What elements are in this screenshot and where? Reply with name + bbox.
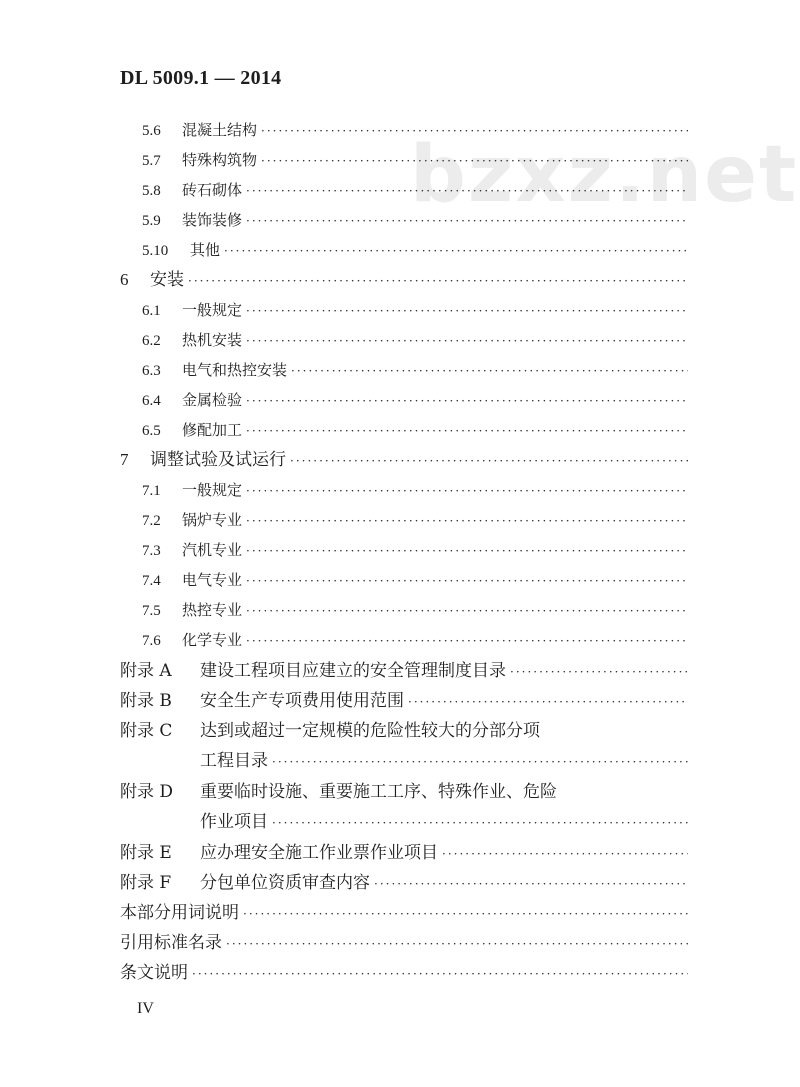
dot-leader — [246, 209, 688, 233]
toc-entry-title: 特殊构筑物 — [182, 151, 258, 169]
toc-entry-number: 6.1 — [142, 303, 161, 319]
watermark: bzxz.net — [410, 130, 799, 220]
toc-entry-references[interactable] — [120, 931, 688, 955]
dot-leader — [192, 962, 688, 986]
standard-code-header: DL 5009.1 — 2014 — [120, 67, 282, 89]
dot-leader — [246, 629, 688, 653]
toc-entry-5-7[interactable] — [142, 148, 688, 172]
toc-entry-5-6[interactable] — [142, 118, 688, 142]
dot-leader — [246, 179, 688, 203]
toc-entry-7-4[interactable] — [142, 568, 688, 592]
dot-leader — [246, 329, 688, 353]
toc-entry-title: 电气和热控安装 — [182, 361, 288, 379]
toc-entry-terms[interactable] — [120, 901, 688, 925]
toc-entry-6-4[interactable] — [142, 388, 688, 412]
toc-entry-number: 5.10 — [142, 243, 169, 259]
dot-leader — [246, 539, 688, 563]
toc-entry-number: 7.3 — [142, 543, 161, 559]
toc-entry-7-3[interactable] — [142, 538, 688, 562]
toc-entry-number: 附录 C — [120, 721, 173, 741]
toc-entry-5-9[interactable] — [142, 208, 688, 232]
dot-leader — [510, 660, 688, 684]
toc-entry-title: 本部分用词说明 — [120, 903, 239, 923]
toc-entry-title: 锅炉专业 — [182, 511, 243, 529]
dot-leader — [246, 479, 688, 503]
toc-entry-title: 一般规定 — [182, 301, 243, 319]
dot-leader — [374, 872, 688, 896]
toc-entry-6[interactable] — [120, 268, 688, 292]
toc-entry-number: 7.1 — [142, 483, 161, 499]
toc-entry-appendix-f[interactable] — [120, 871, 688, 895]
dot-leader — [246, 419, 688, 443]
toc-entry-title: 一般规定 — [182, 481, 243, 499]
toc-entry-appendix-d-continued[interactable] — [200, 810, 688, 834]
toc-entry-appendix-b[interactable] — [120, 689, 688, 713]
toc-entry-number: 附录 A — [120, 661, 172, 681]
toc-entry-title-continued: 作业项目 — [200, 812, 268, 832]
toc-entry-title: 其他 — [190, 241, 221, 259]
toc-entry-title: 热控专业 — [182, 601, 243, 619]
toc-entry-number: 6.5 — [142, 423, 161, 439]
dot-leader — [272, 750, 688, 774]
dot-leader — [272, 811, 688, 835]
page-number: IV — [137, 1000, 154, 1017]
toc-entry-title: 安全生产专项费用使用范围 — [200, 691, 404, 711]
toc-entry-title: 调整试验及试运行 — [150, 450, 286, 470]
dot-leader — [188, 269, 688, 293]
toc-entry-title: 化学专业 — [182, 631, 243, 649]
toc-entry-title: 建设工程项目应建立的安全管理制度目录 — [200, 661, 506, 681]
toc-entry-number: 7.2 — [142, 513, 161, 529]
toc-entry-6-1[interactable] — [142, 298, 688, 322]
toc-entry-7-1[interactable] — [142, 478, 688, 502]
toc-entry-title: 安装 — [150, 270, 184, 290]
toc-entry-number: 7.4 — [142, 573, 161, 589]
toc-entry-explanation[interactable] — [120, 961, 688, 985]
dot-leader — [246, 299, 688, 323]
toc-entry-7[interactable] — [120, 448, 688, 472]
toc-entry-appendix-c-continued[interactable] — [200, 749, 688, 773]
toc-entry-title: 条文说明 — [120, 963, 188, 983]
toc-entry-number: 5.7 — [142, 153, 161, 169]
toc-entry-number: 附录 D — [120, 782, 174, 802]
toc-entry-title: 修配加工 — [182, 421, 243, 439]
toc-entry-title: 混凝土结构 — [182, 121, 258, 139]
dot-leader — [246, 599, 688, 623]
toc-entry-number: 附录 F — [120, 873, 172, 893]
toc-entry-6-3[interactable] — [142, 358, 688, 382]
dot-leader — [261, 119, 688, 143]
dot-leader — [246, 389, 688, 413]
dot-leader — [291, 359, 688, 383]
dot-leader — [243, 902, 688, 926]
toc-entry-number: 7.6 — [142, 633, 161, 649]
toc-entry-7-5[interactable] — [142, 598, 688, 622]
toc-entry-number: 5.6 — [142, 123, 161, 139]
toc-entry-number: 6 — [120, 270, 129, 289]
toc-entry-7-6[interactable] — [142, 628, 688, 652]
toc-entry-title: 汽机专业 — [182, 541, 243, 559]
toc-entry-title: 分包单位资质审查内容 — [200, 873, 370, 893]
dot-leader — [408, 690, 688, 714]
toc-entry-title: 应办理安全施工作业票作业项目 — [200, 843, 438, 863]
dot-leader — [226, 932, 688, 956]
toc-entry-7-2[interactable] — [142, 508, 688, 532]
toc-entry-title: 电气专业 — [182, 571, 243, 589]
toc-entry-number: 附录 E — [120, 843, 172, 863]
toc-entry-title: 金属检验 — [182, 391, 243, 409]
toc-entry-6-5[interactable] — [142, 418, 688, 442]
dot-leader — [246, 569, 688, 593]
toc-entry-title: 装饰装修 — [182, 211, 243, 229]
dot-leader — [261, 149, 688, 173]
toc-entry-number: 6.2 — [142, 333, 161, 349]
toc-entry-appendix-c[interactable] — [120, 719, 688, 743]
toc-entry-appendix-e[interactable] — [120, 841, 688, 865]
dot-leader — [442, 842, 688, 866]
toc-entry-number: 7 — [120, 450, 129, 469]
toc-entry-appendix-d[interactable] — [120, 780, 688, 804]
toc-entry-number: 附录 B — [120, 691, 172, 711]
toc-entry-appendix-a[interactable] — [120, 659, 688, 683]
toc-entry-number: 6.4 — [142, 393, 161, 409]
toc-entry-title: 重要临时设施、重要施工工序、特殊作业、危险 — [200, 782, 557, 802]
toc-entry-5-10[interactable] — [142, 238, 688, 262]
toc-entry-number: 5.8 — [142, 183, 161, 199]
toc-entry-number: 5.9 — [142, 213, 161, 229]
toc-entry-title: 热机安装 — [182, 331, 243, 349]
dot-leader — [246, 509, 688, 533]
dot-leader — [290, 449, 688, 473]
toc-entry-title: 砖石砌体 — [182, 181, 243, 199]
toc-entry-number: 7.5 — [142, 603, 161, 619]
toc-entry-title: 达到或超过一定规模的危险性较大的分部分项 — [200, 721, 540, 741]
toc-entry-6-2[interactable] — [142, 328, 688, 352]
dot-leader — [224, 239, 688, 263]
toc-entry-title: 引用标准名录 — [120, 933, 222, 953]
toc-entry-title-continued: 工程目录 — [200, 751, 268, 771]
toc-entry-number: 6.3 — [142, 363, 161, 379]
toc-entry-5-8[interactable] — [142, 178, 688, 202]
